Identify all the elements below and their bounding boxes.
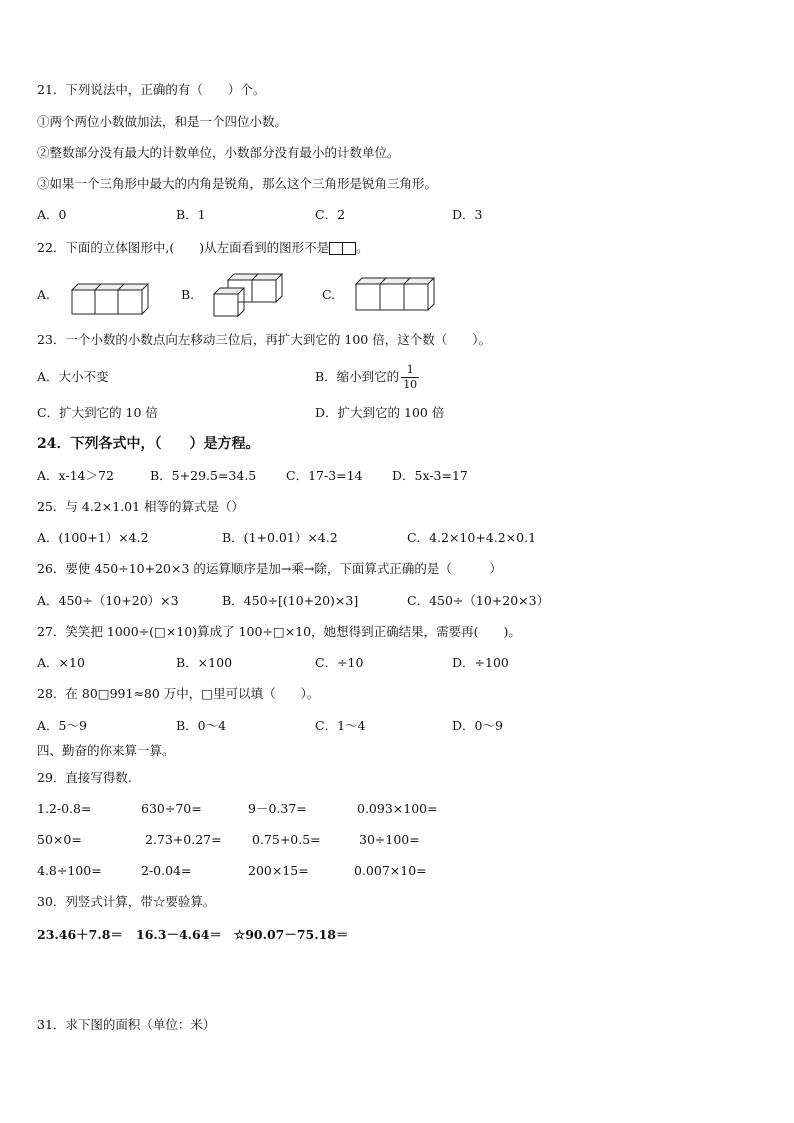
q27-option-d: D．÷100 (452, 655, 509, 670)
q23-option-d: D．扩大到它的 100 倍 (315, 405, 445, 420)
section-heading: 四、勤奋的你来算一算。 (37, 743, 175, 758)
q30-item: 23.46＋7.8＝ (37, 927, 123, 942)
q26-stem: 26．要使 450÷10+20×3 的运算顺序是加→乘→除，下面算式正确的是（ ） (37, 561, 502, 576)
q27-option-c: C．÷10 (315, 655, 364, 670)
q23-option-b (315, 358, 419, 396)
q24-option-b: B．5+29.5=34.5 (150, 468, 257, 483)
q29-item: 1.2-0.8= (37, 801, 92, 816)
q22-option-b: B. (181, 287, 195, 302)
q29-item: 2.73+0.27= (145, 832, 222, 847)
q27-option-b: B．×100 (176, 655, 233, 670)
q24-option-d: D．5x-3=17 (392, 468, 468, 483)
q26-option-b: B．450÷[(10+20)×3] (222, 593, 359, 608)
q29-item: 50×0= (37, 832, 82, 847)
q27-option-a: A．×10 (37, 655, 85, 670)
q23-stem: 23．一个小数的小数点向左移动三位后，再扩大到它的 100 倍，这个数（ ）。 (37, 332, 491, 347)
q29-item: 2-0.04= (141, 863, 192, 878)
two-square-view-icon-part (343, 242, 356, 255)
q24-stem: 24．下列各式中，（ ）是方程。 (37, 436, 260, 452)
q26-option-a: A．450÷（10+20）×3 (37, 593, 179, 608)
q28-option-c: C．1～4 (315, 718, 366, 733)
q25-option-a: A．(100+1）×4.2 (37, 530, 149, 545)
q28-option-b: B．0～4 (176, 718, 227, 733)
q29-item: 0.75+0.5= (252, 832, 321, 847)
q29-item: 0.007×10= (354, 863, 427, 878)
q29-stem: 29．直接写得数. (37, 770, 132, 785)
q29-item: 200×15= (248, 863, 309, 878)
q21-option-b: B．1 (176, 207, 206, 222)
q25-option-c: C．4.2×10+4.2×0.1 (407, 530, 537, 545)
q22-stem-end: 。 (356, 240, 369, 255)
q21-option-d: D．3 (452, 207, 483, 222)
q22-option-c: C. (322, 287, 336, 302)
q23-option-a: A．大小不变 (37, 369, 109, 384)
q22-option-a: A. (37, 287, 51, 302)
q29-item: 9－0.37= (248, 801, 307, 816)
q21-stem: 21．下列说法中，正确的有（ ）个。 (37, 82, 266, 97)
cube-row-figure-c (352, 274, 436, 316)
q27-stem: 27．笑笑把 1000÷(□×10)算成了 100÷□×10，她想得到正确结果，需要再( )。 (37, 624, 521, 639)
q29-item: 630÷70= (141, 801, 202, 816)
two-square-view-icon (329, 242, 343, 255)
q28-option-a: A．5～9 (37, 718, 87, 733)
q28-option-d: D．0～9 (452, 718, 503, 733)
q30-item: 16.3－4.64＝ (136, 927, 222, 942)
q29-item: 30÷100= (359, 832, 420, 847)
fraction-one-tenth (401, 364, 419, 391)
q23-option-b-text: B．缩小到它的 (315, 369, 400, 384)
q28-stem: 28．在 80□991≈80 万中，□里可以填（ ）。 (37, 686, 320, 701)
q31-stem: 31．求下图的面积（单位：米） (37, 1017, 216, 1032)
cube-row-figure-a (68, 278, 152, 318)
q23-option-c: C．扩大到它的 10 倍 (37, 405, 158, 420)
q30-item: ☆90.07－75.18＝ (234, 927, 349, 942)
q25-option-b: B．(1+0.01）×4.2 (222, 530, 338, 545)
q29-item: 0.093×100= (357, 801, 438, 816)
q21-statement-2: ②整数部分没有最大的计数单位，小数部分没有最小的计数单位。 (37, 145, 400, 160)
q26-option-c: C．450÷（10+20×3） (407, 593, 550, 608)
q22-stem (37, 239, 369, 257)
q22-stem-text: 22．下面的立体图形中,( )从左面看到的图形不是 (37, 240, 330, 255)
q29-item: 4.8÷100= (37, 863, 102, 878)
q30-stem: 30．列竖式计算，带☆要验算。 (37, 894, 216, 909)
fraction-numerator: 1 (406, 363, 414, 376)
q21-statement-1: ①两个两位小数做加法，和是一个四位小数。 (37, 114, 288, 129)
q24-option-a: A．x-14＞72 (37, 468, 114, 483)
q21-option-c: C．2 (315, 207, 346, 222)
cube-stack-figure-b (210, 272, 286, 320)
q21-statement-3: ③如果一个三角形中最大的内角是锐角，那么这个三角形是锐角三角形。 (37, 176, 438, 191)
fraction-denominator: 10 (403, 378, 418, 391)
q25-stem: 25．与 4.2×1.01 相等的算式是（） (37, 499, 245, 514)
q24-option-c: C．17-3=14 (286, 468, 363, 483)
q21-option-a: A．0 (37, 207, 67, 222)
